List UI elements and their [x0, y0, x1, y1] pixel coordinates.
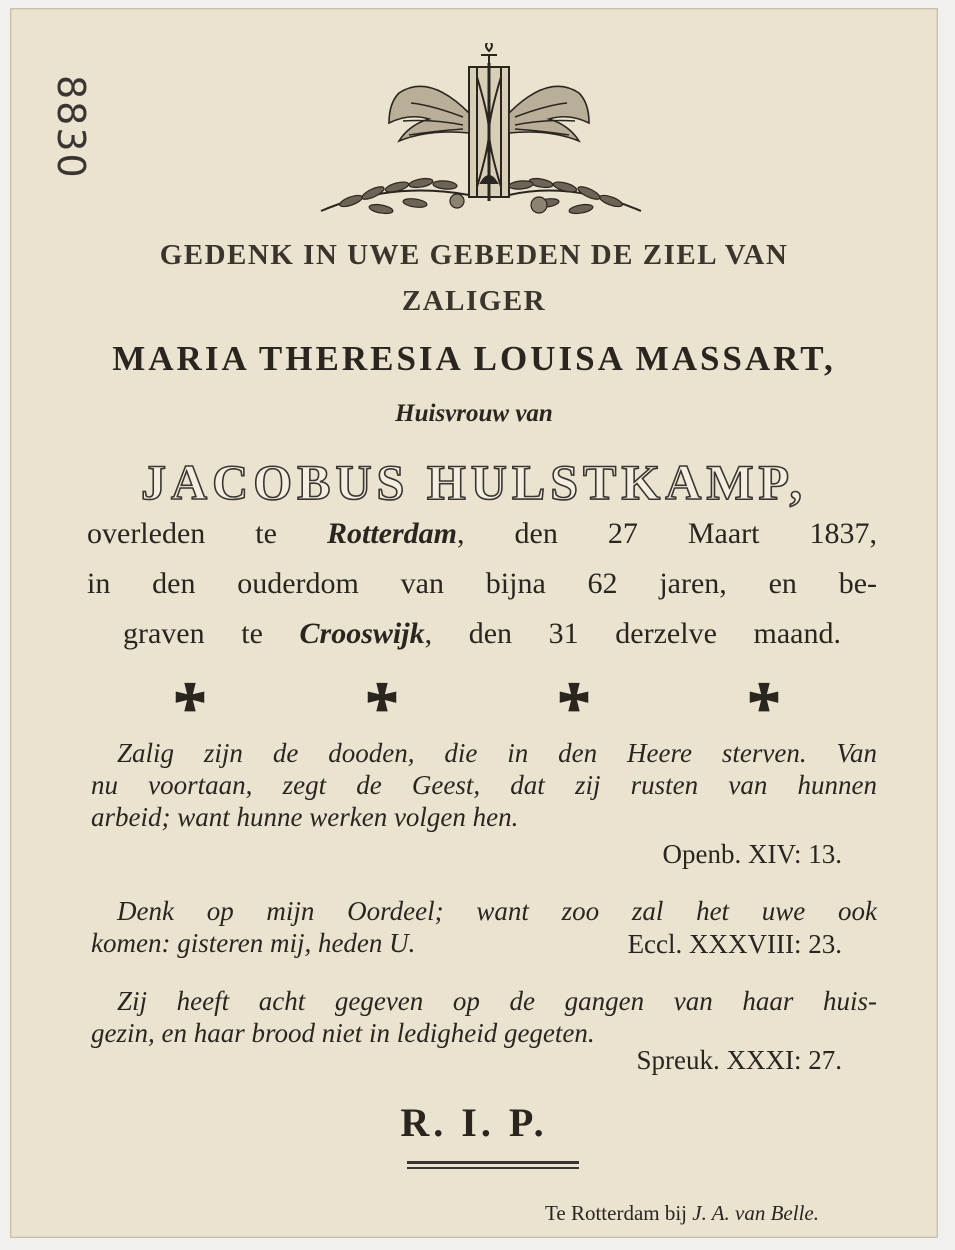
divider-rule — [407, 1167, 579, 1169]
verse-line: nu voortaan, zegt de Geest, dat zij rusten van hunnen — [91, 770, 877, 800]
husband-name-outlined — [11, 453, 937, 513]
verse-line: Zij heeft acht gegeven op de gangen van haar huis- — [117, 986, 877, 1016]
cross-icon — [363, 681, 401, 719]
death-notice — [87, 509, 877, 659]
death-line-3: graven te Crooswijk, den 31 derzelve maand. — [123, 617, 841, 650]
heading-line-2: ZALIGER — [401, 285, 547, 317]
cross-ornaments — [11, 681, 937, 725]
heading-line-1: GEDENK IN UWE GEBEDEN DE ZIEL VAN — [159, 239, 789, 271]
death-line-2: in den ouderdom van bijna 62 jaren, en be- — [87, 567, 877, 600]
memorial-card — [10, 8, 938, 1238]
verse-1-reference: Openb. XIV: 13. — [662, 839, 842, 869]
verse-line: Zalig zijn de dooden, die in den Heere sterven. Van — [117, 738, 877, 768]
cross-icon — [171, 681, 209, 719]
verse-1 — [91, 737, 877, 833]
verse-3-reference: Spreuk. XXXI: 27. — [636, 1045, 842, 1075]
cross-icon — [745, 681, 783, 719]
verse-3 — [91, 985, 877, 1049]
verse-line: Denk op mijn Oordeel; want zoo zal het uwe ook — [117, 896, 877, 926]
husband-name: JACOBUS HULSTKAMP, — [140, 454, 808, 510]
inventory-number: 8830 — [49, 75, 93, 180]
rip-text: R. I. P. — [400, 1100, 548, 1145]
verse-line: gezin, en haar brood niet in ledigheid gegeten. — [91, 1018, 595, 1048]
divider-rule — [407, 1161, 579, 1164]
verse-line: arbeid; want hunne werken volgen hen. — [91, 802, 519, 832]
deceased-name: MARIA THERESIA LOUISA MASSART, — [112, 339, 836, 378]
death-line-1: overleden te Rotterdam, den 27 Maart 1837, — [87, 517, 878, 550]
printer-imprint: Te Rotterdam bij J. A. van Belle. — [545, 1201, 819, 1225]
verse-line: komen: gisteren mij, heden U. — [91, 928, 416, 958]
relation-label: Huisvrouw van — [395, 400, 553, 427]
cross-icon — [555, 681, 593, 719]
verse-2-reference: Eccl. XXXVIII: 23. — [627, 929, 842, 959]
winged-hourglass-emblem — [311, 43, 651, 223]
